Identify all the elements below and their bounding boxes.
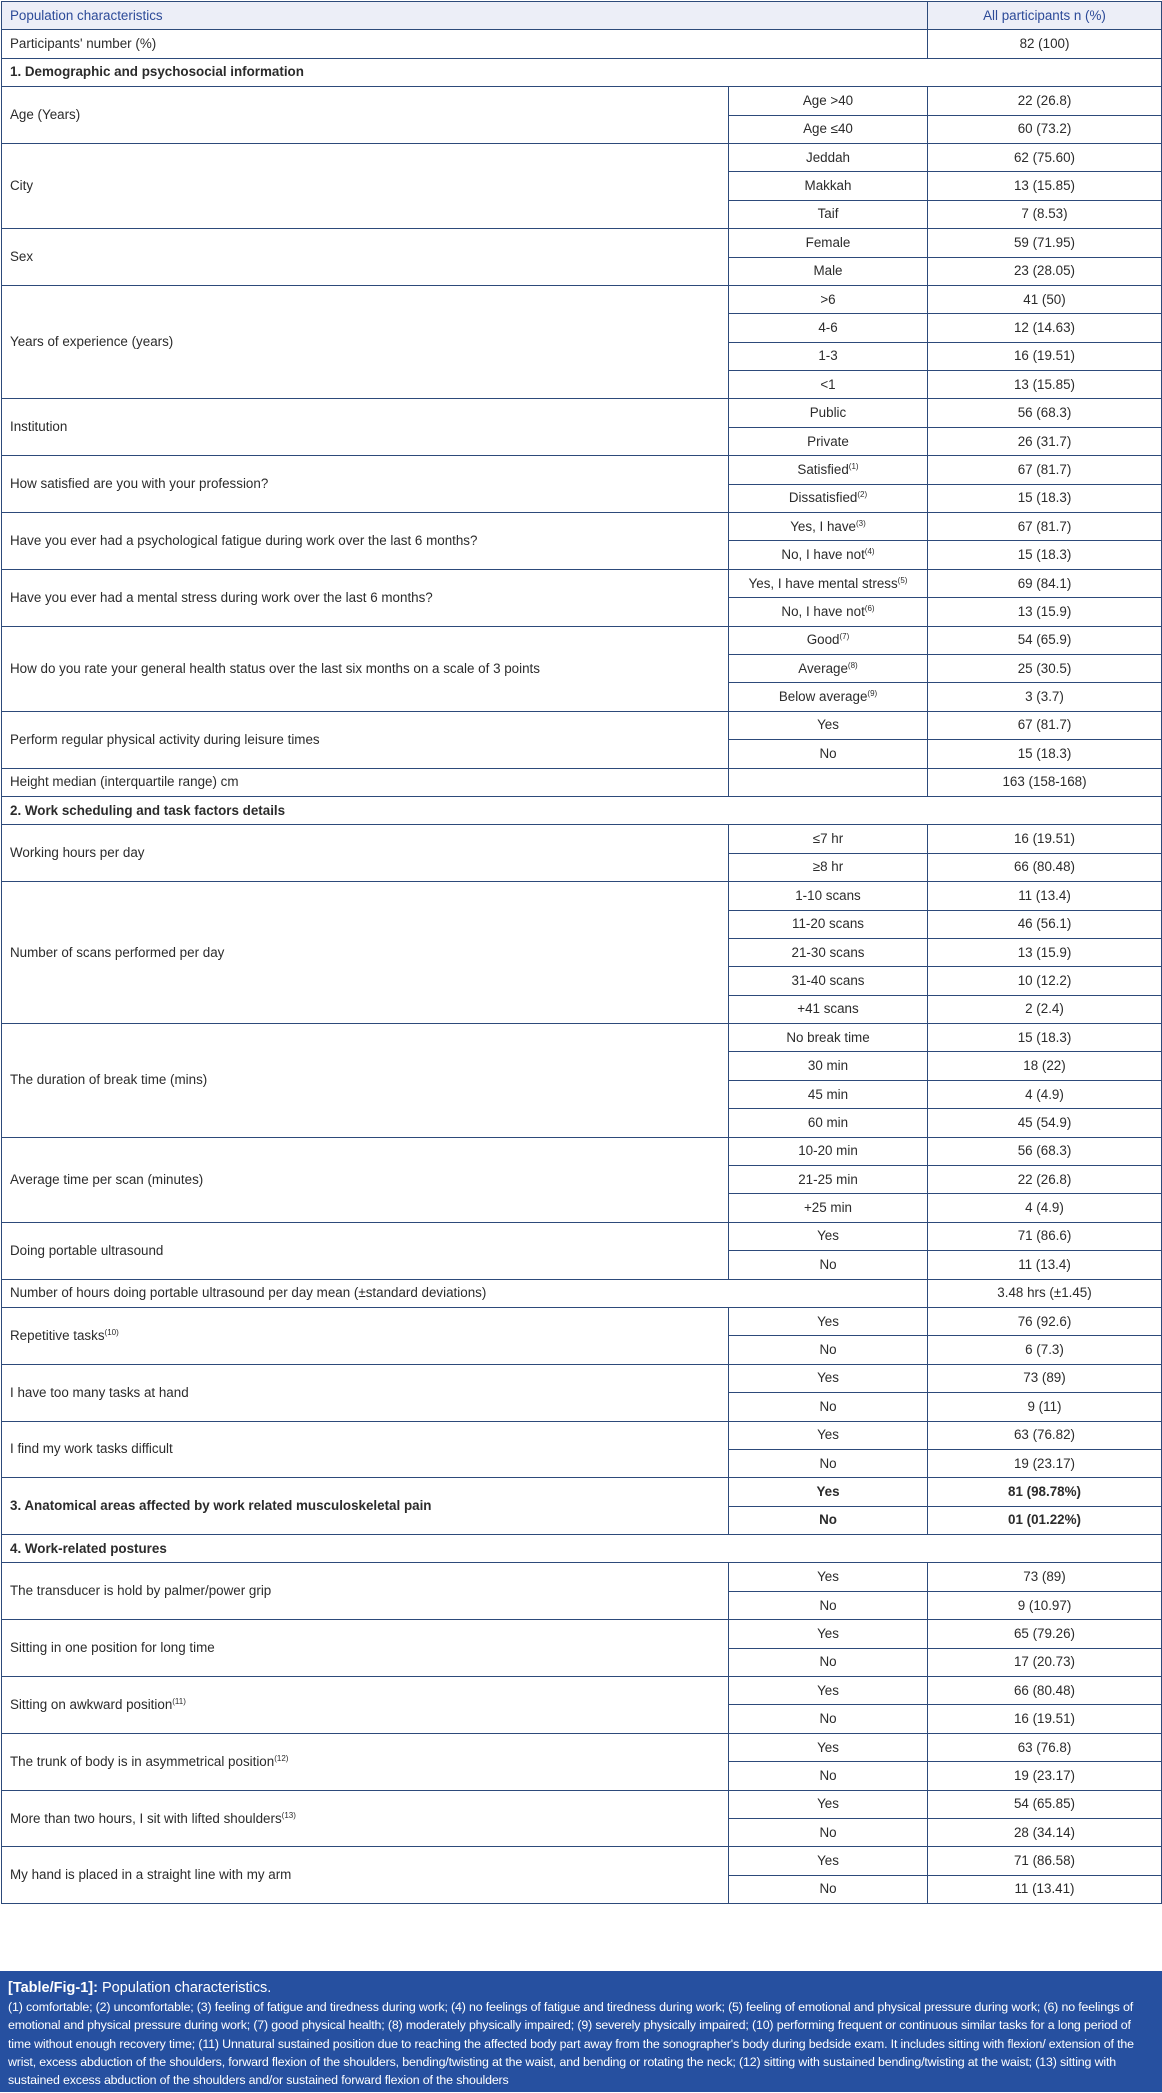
row-label-the-trunk-of-body-is-in-asymmetrical-pos bbox=[2, 1733, 729, 1790]
option-cell bbox=[729, 1790, 928, 1818]
value-cell: 16 (19.51) bbox=[928, 1705, 1162, 1733]
option-cell bbox=[729, 285, 928, 313]
row-label-i-find-my-work-tasks-difficult bbox=[2, 1421, 729, 1478]
footnote-ref: (5) bbox=[897, 575, 908, 585]
option-cell bbox=[729, 1393, 928, 1421]
row-label-doing-portable-ultrasound bbox=[2, 1222, 729, 1279]
value-cell: 4 (4.9) bbox=[928, 1080, 1162, 1108]
table-row bbox=[2, 285, 1162, 313]
value-cell: 69 (84.1) bbox=[928, 569, 1162, 597]
value-cell: 19 (23.17) bbox=[928, 1449, 1162, 1477]
row-label-text: More than two hours, I sit with lifted shoulders bbox=[10, 1810, 282, 1826]
option-cell bbox=[729, 342, 928, 370]
row-label-text: Have you ever had a psychological fatigue during work over the last 6 months? bbox=[10, 532, 478, 548]
option-cell bbox=[729, 1648, 928, 1676]
option-cell bbox=[729, 456, 928, 484]
value-cell: 22 (26.8) bbox=[928, 87, 1162, 115]
table-row bbox=[2, 711, 1162, 739]
table-row bbox=[2, 569, 1162, 597]
section-4-title: 4. Work-related postures bbox=[2, 1535, 1162, 1563]
row-label-average-time-per-scan-minutes bbox=[2, 1137, 729, 1222]
value-cell: 6 (7.3) bbox=[928, 1336, 1162, 1364]
option-cell bbox=[729, 229, 928, 257]
value-cell: 26 (31.7) bbox=[928, 427, 1162, 455]
height-empty-cell bbox=[729, 768, 928, 796]
value-cell: 41 (50) bbox=[928, 285, 1162, 313]
value-cell: 71 (86.58) bbox=[928, 1847, 1162, 1875]
option-cell bbox=[729, 711, 928, 739]
option-cell bbox=[729, 513, 928, 541]
row-label-text: Age (Years) bbox=[10, 107, 81, 123]
footnote-ref: (2) bbox=[857, 490, 868, 500]
footnote-ref: (6) bbox=[864, 603, 875, 613]
value-cell: 54 (65.85) bbox=[928, 1790, 1162, 1818]
row-label-institution bbox=[2, 399, 729, 456]
option-cell bbox=[729, 427, 928, 455]
option-text: 45 min bbox=[807, 1086, 849, 1102]
row-label-how-do-you-rate-your-general-health-stat bbox=[2, 626, 729, 711]
row-label-years-of-experience-years bbox=[2, 285, 729, 399]
option-cell bbox=[729, 399, 928, 427]
row-label-have-you-ever-had-a-psychological-fatigu bbox=[2, 513, 729, 570]
height-value: 163 (158-168) bbox=[928, 768, 1162, 796]
option-text: No break time bbox=[786, 1029, 870, 1045]
option-text: Yes, I have mental stress bbox=[748, 575, 898, 591]
option-cell bbox=[729, 1449, 928, 1477]
option-text: Female bbox=[805, 234, 851, 250]
value-cell: 12 (14.63) bbox=[928, 314, 1162, 342]
value-cell: 62 (75.60) bbox=[928, 143, 1162, 171]
option-cell bbox=[729, 1109, 928, 1137]
option-text: Yes bbox=[817, 1427, 839, 1443]
value-cell: 67 (81.7) bbox=[928, 456, 1162, 484]
row-label-number-of-scans-performed-per-day bbox=[2, 882, 729, 1024]
table-row bbox=[2, 1421, 1162, 1449]
value-cell: 9 (11) bbox=[928, 1393, 1162, 1421]
section-2-row bbox=[2, 796, 1162, 824]
option-text: No bbox=[819, 1767, 837, 1783]
value-cell: 60 (73.2) bbox=[928, 115, 1162, 143]
table-row bbox=[2, 87, 1162, 115]
option-cell bbox=[729, 1733, 928, 1761]
value-cell: 23 (28.05) bbox=[928, 257, 1162, 285]
row-label-text: Doing portable ultrasound bbox=[10, 1242, 164, 1258]
value-cell: 9 (10.97) bbox=[928, 1591, 1162, 1619]
option-text: Yes bbox=[817, 1739, 839, 1755]
section-3-value: 81 (98.78%) bbox=[928, 1478, 1162, 1506]
option-text: ≤7 hr bbox=[812, 831, 844, 847]
table-row bbox=[2, 1364, 1162, 1392]
table-row bbox=[2, 1222, 1162, 1250]
row-label-text: Years of experience (years) bbox=[10, 334, 174, 350]
option-text: 10-20 min bbox=[798, 1143, 858, 1159]
option-text: No bbox=[819, 1398, 837, 1414]
row-label-perform-regular-physical-activity-during bbox=[2, 711, 729, 768]
option-cell bbox=[729, 371, 928, 399]
option-text: No bbox=[819, 1342, 837, 1358]
option-cell bbox=[729, 1875, 928, 1903]
option-cell bbox=[729, 1563, 928, 1591]
value-cell: 65 (79.26) bbox=[928, 1620, 1162, 1648]
value-cell: 22 (26.8) bbox=[928, 1166, 1162, 1194]
row-label-text: Sex bbox=[10, 249, 34, 265]
section-1-title: 1. Demographic and psychosocial information bbox=[2, 58, 1162, 86]
option-text: 21-30 scans bbox=[791, 944, 865, 960]
option-text: 1-3 bbox=[818, 348, 838, 364]
section-3-row-yes bbox=[2, 1478, 1162, 1506]
option-cell bbox=[729, 1336, 928, 1364]
value-cell: 18 (22) bbox=[928, 1052, 1162, 1080]
footnote-ref: (9) bbox=[867, 689, 878, 699]
option-text: No bbox=[819, 1654, 837, 1670]
option-cell bbox=[729, 938, 928, 966]
option-text: 21-25 min bbox=[798, 1171, 858, 1187]
option-text: +41 scans bbox=[797, 1001, 859, 1017]
value-cell: 56 (68.3) bbox=[928, 1137, 1162, 1165]
option-cell bbox=[729, 1251, 928, 1279]
value-cell: 13 (15.85) bbox=[928, 371, 1162, 399]
value-cell: 59 (71.95) bbox=[928, 229, 1162, 257]
participants-label: Participants' number (%) bbox=[2, 30, 928, 58]
table-row bbox=[2, 1307, 1162, 1335]
row-label-text: I find my work tasks difficult bbox=[10, 1441, 173, 1457]
option-cell bbox=[729, 1421, 928, 1449]
table-row bbox=[2, 626, 1162, 654]
value-cell: 15 (18.3) bbox=[928, 740, 1162, 768]
option-text: Yes bbox=[817, 1853, 839, 1869]
table-row bbox=[2, 399, 1162, 427]
row-label-text: Repetitive tasks bbox=[10, 1327, 105, 1343]
option-cell bbox=[729, 541, 928, 569]
row-label-city bbox=[2, 143, 729, 228]
option-text: Yes bbox=[817, 1796, 839, 1812]
portable-hours-label: Number of hours doing portable ultrasound per day mean (±standard deviations) bbox=[2, 1279, 928, 1307]
value-cell: 4 (4.9) bbox=[928, 1194, 1162, 1222]
option-cell bbox=[729, 87, 928, 115]
option-text: Public bbox=[809, 405, 847, 421]
option-text: Yes bbox=[817, 1682, 839, 1698]
value-cell: 17 (20.73) bbox=[928, 1648, 1162, 1676]
footnote-ref: (7) bbox=[839, 632, 850, 642]
table-row bbox=[2, 143, 1162, 171]
caption-title-line bbox=[8, 1978, 1154, 1998]
value-cell: 71 (86.6) bbox=[928, 1222, 1162, 1250]
section-2-title: 2. Work scheduling and task factors details bbox=[2, 796, 1162, 824]
value-cell: 10 (12.2) bbox=[928, 967, 1162, 995]
row-label-sex bbox=[2, 229, 729, 286]
footnote-ref: (1) bbox=[848, 461, 859, 471]
value-cell: 13 (15.9) bbox=[928, 938, 1162, 966]
option-cell bbox=[729, 1705, 928, 1733]
option-cell bbox=[729, 200, 928, 228]
table-row bbox=[2, 456, 1162, 484]
section-3-title: 3. Anatomical areas affected by work related musculoskeletal pain bbox=[2, 1478, 729, 1535]
option-cell bbox=[729, 1307, 928, 1335]
footnote-ref: (12) bbox=[274, 1753, 289, 1763]
option-text: No bbox=[819, 1824, 837, 1840]
option-text: Good bbox=[806, 632, 840, 648]
option-text: Yes bbox=[817, 1370, 839, 1386]
value-cell: 28 (34.14) bbox=[928, 1819, 1162, 1847]
option-text: Male bbox=[813, 263, 843, 279]
value-cell: 11 (13.41) bbox=[928, 1875, 1162, 1903]
height-row bbox=[2, 768, 1162, 796]
footnote-ref: (8) bbox=[847, 660, 858, 670]
option-text: No, I have not bbox=[781, 603, 865, 619]
row-label-text: The duration of break time (mins) bbox=[10, 1072, 208, 1088]
section-3-option: Yes bbox=[729, 1478, 928, 1506]
option-text: Yes bbox=[817, 1228, 839, 1244]
option-text: >6 bbox=[820, 291, 836, 307]
row-label-text: I have too many tasks at hand bbox=[10, 1384, 189, 1400]
value-cell: 7 (8.53) bbox=[928, 200, 1162, 228]
value-cell: 67 (81.7) bbox=[928, 711, 1162, 739]
option-cell bbox=[729, 598, 928, 626]
row-label-text: Average time per scan (minutes) bbox=[10, 1171, 204, 1187]
value-cell: 54 (65.9) bbox=[928, 626, 1162, 654]
option-cell bbox=[729, 995, 928, 1023]
option-cell bbox=[729, 314, 928, 342]
value-cell: 56 (68.3) bbox=[928, 399, 1162, 427]
value-cell: 2 (2.4) bbox=[928, 995, 1162, 1023]
value-cell: 73 (89) bbox=[928, 1364, 1162, 1392]
option-text: 1-10 scans bbox=[795, 887, 861, 903]
option-cell bbox=[729, 1222, 928, 1250]
option-cell bbox=[729, 1364, 928, 1392]
table-row bbox=[2, 825, 1162, 853]
portable-hours-value: 3.48 hrs (±1.45) bbox=[928, 1279, 1162, 1307]
table-row bbox=[2, 1620, 1162, 1648]
value-cell: 45 (54.9) bbox=[928, 1109, 1162, 1137]
row-label-text: Perform regular physical activity during leisure times bbox=[10, 731, 320, 747]
option-text: No bbox=[819, 1455, 837, 1471]
option-cell bbox=[729, 1677, 928, 1705]
row-label-text: Number of scans performed per day bbox=[10, 944, 225, 960]
value-cell: 19 (23.17) bbox=[928, 1762, 1162, 1790]
header-all-participants: All participants n (%) bbox=[928, 2, 1162, 30]
footnote-ref: (10) bbox=[104, 1327, 119, 1337]
option-cell bbox=[729, 1762, 928, 1790]
option-cell bbox=[729, 910, 928, 938]
option-cell bbox=[729, 853, 928, 881]
value-cell: 63 (76.8) bbox=[928, 1733, 1162, 1761]
option-cell bbox=[729, 1819, 928, 1847]
option-text: Makkah bbox=[804, 178, 852, 194]
option-text: 30 min bbox=[807, 1058, 849, 1074]
option-cell bbox=[729, 1052, 928, 1080]
option-cell bbox=[729, 1847, 928, 1875]
row-label-text: How satisfied are you with your profession? bbox=[10, 476, 269, 492]
row-label-text: Sitting in one position for long time bbox=[10, 1640, 215, 1656]
table-row bbox=[2, 882, 1162, 910]
option-cell bbox=[729, 1194, 928, 1222]
row-label-working-hours-per-day bbox=[2, 825, 729, 882]
option-text: Age >40 bbox=[802, 92, 854, 108]
option-text: ≥8 hr bbox=[812, 859, 844, 875]
table-row bbox=[2, 229, 1162, 257]
option-text: Yes bbox=[817, 1569, 839, 1585]
value-cell: 16 (19.51) bbox=[928, 825, 1162, 853]
row-label-text: The trunk of body is in asymmetrical position bbox=[10, 1753, 275, 1769]
option-cell bbox=[729, 143, 928, 171]
option-cell bbox=[729, 967, 928, 995]
footnote-ref: (3) bbox=[855, 518, 866, 528]
value-cell: 25 (30.5) bbox=[928, 654, 1162, 682]
table-row bbox=[2, 1733, 1162, 1761]
section-3-option: No bbox=[729, 1506, 928, 1534]
value-cell: 46 (56.1) bbox=[928, 910, 1162, 938]
value-cell: 15 (18.3) bbox=[928, 541, 1162, 569]
row-label-sitting-on-awkward-position bbox=[2, 1677, 729, 1734]
table-row bbox=[2, 1024, 1162, 1052]
option-text: No bbox=[819, 745, 837, 761]
value-cell: 16 (19.51) bbox=[928, 342, 1162, 370]
option-cell bbox=[729, 484, 928, 512]
value-cell: 63 (76.82) bbox=[928, 1421, 1162, 1449]
row-label-text: How do you rate your general health status over the last six months on a scale of 3 points bbox=[10, 660, 540, 676]
population-characteristics-table bbox=[1, 1, 1162, 1904]
table-row bbox=[2, 1137, 1162, 1165]
option-cell bbox=[729, 740, 928, 768]
row-label-the-duration-of-break-time-mins bbox=[2, 1024, 729, 1138]
option-cell bbox=[729, 825, 928, 853]
row-label-text: My hand is placed in a straight line with my arm bbox=[10, 1867, 292, 1883]
height-label: Height median (interquartile range) cm bbox=[2, 768, 729, 796]
row-label-repetitive-tasks bbox=[2, 1307, 729, 1364]
participants-row bbox=[2, 30, 1162, 58]
row-label-text: City bbox=[10, 178, 34, 194]
row-label-i-have-too-many-tasks-at-hand bbox=[2, 1364, 729, 1421]
option-text: Private bbox=[807, 433, 849, 449]
row-label-how-satisfied-are-you-with-your-professi bbox=[2, 456, 729, 513]
option-text: Average bbox=[798, 660, 848, 676]
value-cell: 3 (3.7) bbox=[928, 683, 1162, 711]
option-text: No bbox=[819, 1881, 837, 1897]
footnote-ref: (4) bbox=[864, 547, 875, 557]
value-cell: 13 (15.85) bbox=[928, 172, 1162, 200]
value-cell: 15 (18.3) bbox=[928, 1024, 1162, 1052]
option-text: Age ≤40 bbox=[803, 121, 853, 137]
value-cell: 11 (13.4) bbox=[928, 1251, 1162, 1279]
option-text: Taif bbox=[817, 206, 839, 222]
row-label-text: Sitting on awkward position bbox=[10, 1696, 173, 1712]
option-text: No bbox=[819, 1256, 837, 1272]
option-cell bbox=[729, 569, 928, 597]
row-label-have-you-ever-had-a-mental-stress-during bbox=[2, 569, 729, 626]
footnote-ref: (11) bbox=[172, 1696, 186, 1706]
option-cell bbox=[729, 1137, 928, 1165]
caption-tag: [Table/Fig-1]: bbox=[8, 1980, 98, 1996]
value-cell: 73 (89) bbox=[928, 1563, 1162, 1591]
row-label-my-hand-is-placed-in-a-straight-line-wit bbox=[2, 1847, 729, 1904]
option-cell bbox=[729, 626, 928, 654]
value-cell: 15 (18.3) bbox=[928, 484, 1162, 512]
section-1-row bbox=[2, 58, 1162, 86]
row-label-text: Institution bbox=[10, 419, 68, 435]
option-text: 4-6 bbox=[818, 319, 838, 335]
option-cell bbox=[729, 1591, 928, 1619]
option-text: Jeddah bbox=[806, 149, 850, 165]
row-label-age-years bbox=[2, 87, 729, 144]
header-population-characteristics: Population characteristics bbox=[2, 2, 928, 30]
option-text: Yes bbox=[817, 717, 839, 733]
caption-notes: (1) comfortable; (2) uncomfortable; (3) feeling of fatigue and tiredness during work; (4) no feelings of fatigue and tiredness during work; (5) feeling of emotional and physical pressure during work; (6) no feelings of emotional and physical pressure during work; (7) good physical health; (8) moderately physically impaired; (9) severely physically impaired; (10) performing frequent or continuous similar tasks for a long period of time without enough recovery time; (11) Unnatural sustained position due to reaching the affected body part away from the sonographer's body during bedside exam. It includes sitting with flexion/ extension of the wrist, excess abduction of the shoulders, forward flexion of the shoulders, bending/twisting at the waist, and bending or rotating the neck; (12) sitting with sustained bending/twisting at the waist; (13) sitting with sustained excess abduction of the shoulders and/or sustained forward flexion of the shoulders bbox=[8, 2000, 1134, 2088]
row-label-sitting-in-one-position-for-long-time bbox=[2, 1620, 729, 1677]
option-cell bbox=[729, 1024, 928, 1052]
footnote-ref: (13) bbox=[281, 1810, 296, 1820]
caption-title: Population characteristics. bbox=[97, 1980, 272, 1996]
option-text: +25 min bbox=[803, 1200, 852, 1216]
table-row bbox=[2, 1563, 1162, 1591]
value-cell: 67 (81.7) bbox=[928, 513, 1162, 541]
option-cell bbox=[729, 257, 928, 285]
portable-hours-row bbox=[2, 1279, 1162, 1307]
option-cell bbox=[729, 1080, 928, 1108]
option-text: No bbox=[819, 1597, 837, 1613]
option-cell bbox=[729, 1166, 928, 1194]
option-text: Yes, I have bbox=[790, 518, 856, 534]
option-cell bbox=[729, 882, 928, 910]
value-cell: 13 (15.9) bbox=[928, 598, 1162, 626]
value-cell: 76 (92.6) bbox=[928, 1307, 1162, 1335]
option-cell bbox=[729, 683, 928, 711]
table-row bbox=[2, 1790, 1162, 1818]
option-cell bbox=[729, 115, 928, 143]
row-label-the-transducer-is-hold-by-palmer-power-g bbox=[2, 1563, 729, 1620]
option-text: Dissatisfied bbox=[788, 490, 858, 506]
row-label-text: The transducer is hold by palmer/power grip bbox=[10, 1583, 272, 1599]
section-3-value: 01 (01.22%) bbox=[928, 1506, 1162, 1534]
table-header-row bbox=[2, 2, 1162, 30]
option-text: No, I have not bbox=[781, 547, 865, 563]
option-text: 60 min bbox=[807, 1114, 849, 1130]
row-label-more-than-two-hours-i-sit-with-lifted-sh bbox=[2, 1790, 729, 1847]
value-cell: 66 (80.48) bbox=[928, 1677, 1162, 1705]
option-text: Yes bbox=[817, 1625, 839, 1641]
option-text: Satisfied bbox=[797, 461, 849, 477]
table-row bbox=[2, 513, 1162, 541]
option-text: 31-40 scans bbox=[791, 972, 865, 988]
value-cell: 66 (80.48) bbox=[928, 853, 1162, 881]
section-4-row bbox=[2, 1535, 1162, 1563]
table-caption bbox=[0, 1971, 1162, 2092]
option-text: <1 bbox=[820, 376, 836, 392]
option-text: No bbox=[819, 1711, 837, 1727]
option-cell bbox=[729, 1620, 928, 1648]
option-text: Below average bbox=[778, 689, 868, 705]
table-row bbox=[2, 1847, 1162, 1875]
row-label-text: Working hours per day bbox=[10, 845, 145, 861]
table-row bbox=[2, 1677, 1162, 1705]
option-cell bbox=[729, 172, 928, 200]
option-text: Yes bbox=[817, 1313, 839, 1329]
value-cell: 11 (13.4) bbox=[928, 882, 1162, 910]
participants-value: 82 (100) bbox=[928, 30, 1162, 58]
option-cell bbox=[729, 654, 928, 682]
row-label-text: Have you ever had a mental stress during work over the last 6 months? bbox=[10, 589, 433, 605]
option-text: 11-20 scans bbox=[792, 916, 864, 932]
